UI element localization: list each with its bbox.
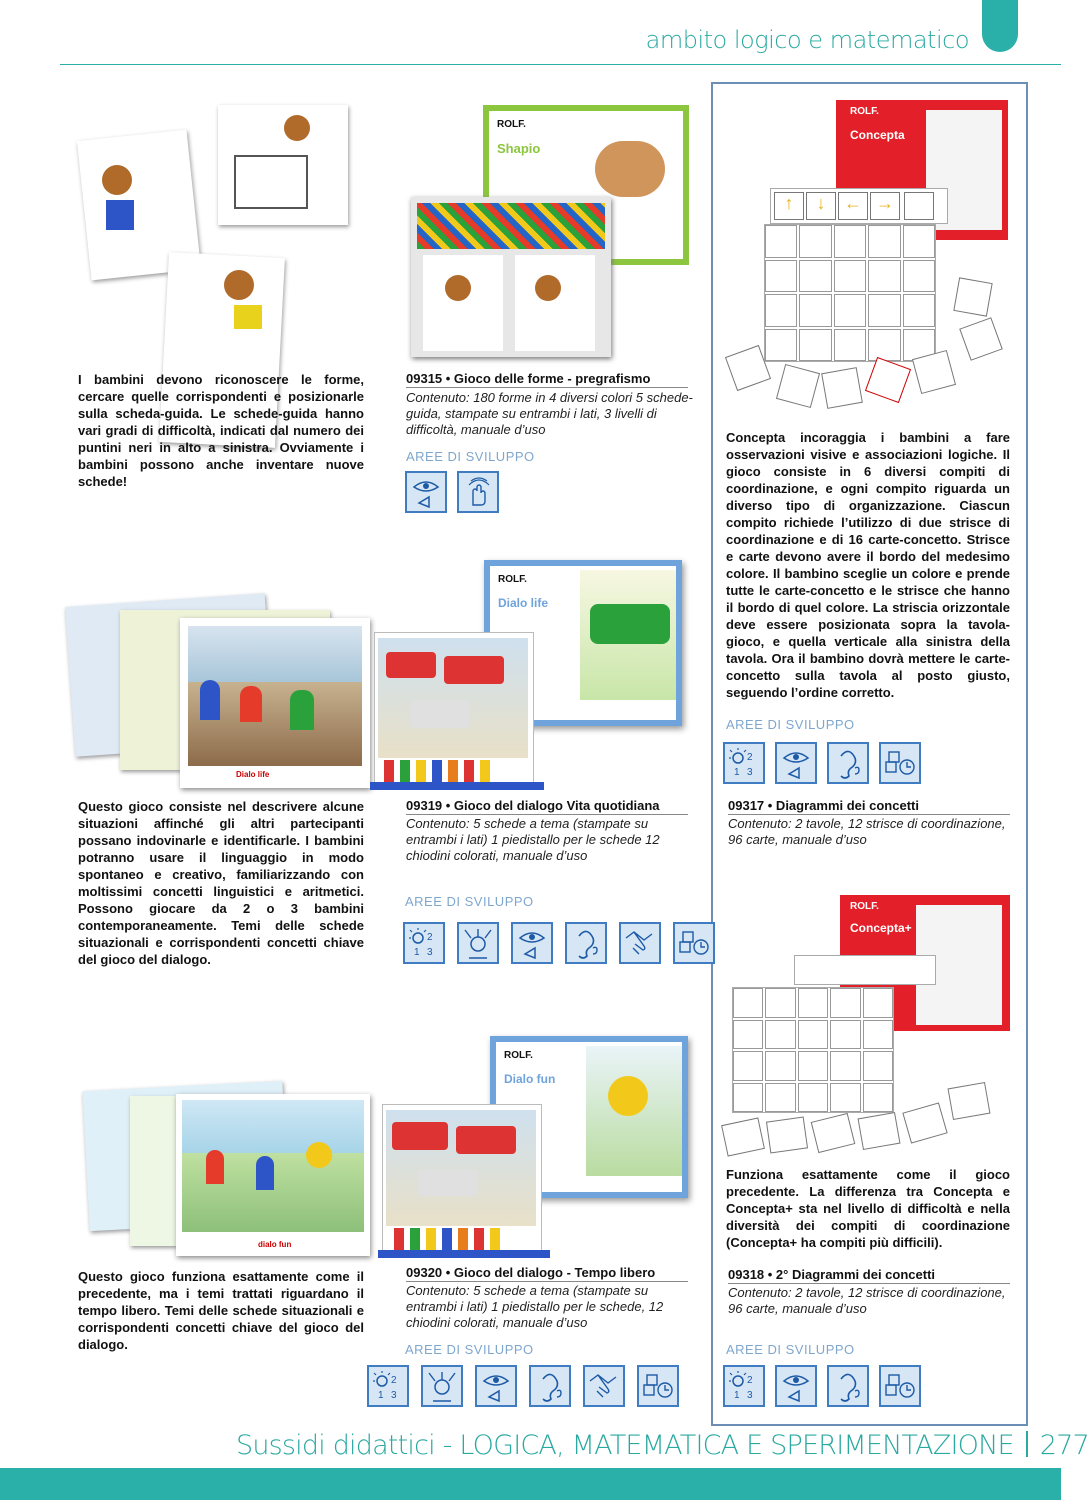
product-desc: Questo gioco consiste nel descrivere alcune situazioni affinché gli altri partecipanti possano indovinarle e identificarle. I bambini potranno usare il linguaggio in modo spontaneo e creativo, familiarizzando con moltissimi concetti linguistici e aritmetici. Possono giocare da 2 o 3 bambini contemporaneamente. Temi delle schede situazionali e corrispondenti concetti chiave del gioco del dialogo. [78,799,364,967]
footer-band [0,1468,1061,1500]
product-desc: Concepta incoraggia i bambini a fare osservazioni visive e associazioni logiche. Il gioco consiste in 6 diversi compiti di coordinazione, e ogni compito riguarda un diverso tipo di organizzazione. Ciascun compito richiede l’utilizzo di due strisce di coordinazione e di 16 carte-concetto. Strisce e carte devono avere il bordo del medesimo colore. Il bambino sceglie un colore e prende tutte le carte-concetto e le strisce che hanno il bordo di quel colore. La striscia orizzontale deve essere posizionata sopra la tavola-gioco, e quella verticale alla sinistra della tavola. Ora il bambino dovrà mettere le carte-concetto sulla tavola al posto giusto, seguendo l’ordine corretto. [726,430,1010,700]
catalog-title: Sussidi didattici - LOGICA, MATEMATICA E SPERIMENTAZIONE [236,1430,1014,1461]
dialo-fun-box-image: ROLF. Dialo fun [378,1036,690,1258]
dialo-life-cards-image: Dialo life [70,590,370,790]
dialo-life-box-image: ROLF. Dialo life [370,560,690,790]
idea-logic-icon [723,1365,765,1407]
shapio-cards-image [84,105,274,355]
product-code: 09315 • Gioco delle forme - pregrafismo [406,371,688,388]
product-code: 09320 • Gioco del dialogo - Tempo libero [406,1265,688,1282]
eye-perception-icon [775,742,817,784]
product-desc: I bambini devono riconoscere le forme, cercare quelle corrispondenti e posizionarle sulla scheda-guida. Le schede-guida hanno vari gradi di difficoltà, indicati dal numero dei puntini neri in alto a sinistra. Ovviamente i bambini possono anche inventare nuove schede! [78,372,364,489]
eye-perception-icon [405,471,447,513]
aree-label: AREE DI SVILUPPO [405,1342,534,1357]
idea-logic-icon [403,922,445,964]
development-icons [367,1365,679,1407]
handshake-social-icon [619,922,661,964]
product-content: Contenuto: 5 schede a tema (stampate su entrambi i lati) 1 piedistallo per le schede 12 chiodini colorati, manuale d’uso [406,816,660,863]
aree-label: AREE DI SVILUPPO [726,1342,855,1357]
ear-hearing-icon [529,1365,571,1407]
product-content: Contenuto: 180 forme in 4 diversi colori 5 schede-guida, stampate su entrambi i lati, 3 livelli di difficoltà, manuale d’uso [406,390,693,437]
concepta-image: ROLF. Concepta ↑ ↓ ← → [720,100,1010,410]
page-number: 277 [1039,1430,1089,1461]
development-icons [405,471,499,513]
head-thinking-icon [421,1365,463,1407]
product-code: 09319 • Gioco del dialogo Vita quotidiana [406,798,688,815]
product-desc: Funziona esattamente come il gioco precedente. La differenza tra Concepta e Concepta+ sta nel livello di difficoltà e nella diversità dei compiti di coordinazione (Concepta+ ha compiti più difficili). [726,1167,1010,1250]
aree-label: AREE DI SVILUPPO [405,894,534,909]
product-content: Contenuto: 5 schede a tema (stampate su entrambi i lati) 1 piedistallo per le schede, 12 chiodini colorati, manuale d’uso [406,1283,664,1330]
ear-hearing-icon [565,922,607,964]
dialo-fun-cards-image: dialo fun [86,1080,370,1260]
idea-logic-icon [723,742,765,784]
idea-logic-icon [367,1365,409,1407]
shapio-box-image: ROLF. Shapio [405,105,690,355]
product-code: 09317 • Diagrammi dei concetti [728,798,1010,815]
product-content: Contenuto: 2 tavole, 12 strisce di coordinazione, 96 carte, manuale d’uso [728,1285,1006,1316]
eye-perception-icon [775,1365,817,1407]
development-icons [403,922,715,964]
blocks-clock-icon [879,1365,921,1407]
hand-motor-icon [457,471,499,513]
product-desc: Questo gioco funziona esattamente come il precedente, ma i temi trattati riguardano il tempo libero. Temi delle schede situazionali e corrispondenti concetti chiave del gioco del dialogo. [78,1269,364,1352]
blocks-clock-icon [673,922,715,964]
blocks-clock-icon [879,742,921,784]
handshake-social-icon [583,1365,625,1407]
header-rule [60,64,1061,65]
ear-hearing-icon [827,1365,869,1407]
aree-label: AREE DI SVILUPPO [726,717,855,732]
head-thinking-icon [457,922,499,964]
eye-perception-icon [511,922,553,964]
ear-hearing-icon [827,742,869,784]
development-icons [723,742,921,784]
blocks-clock-icon [637,1365,679,1407]
section-tab [982,0,1018,52]
page-footer [236,1430,1089,1461]
eye-perception-icon [475,1365,517,1407]
concepta-plus-image: ROLF. Concepta+ [720,895,1012,1160]
development-icons [723,1365,921,1407]
product-code: 09318 • 2° Diagrammi dei concetti [728,1267,1010,1284]
product-content: Contenuto: 2 tavole, 12 strisce di coordinazione, 96 carte, manuale d’uso [728,816,1006,847]
footer-divider [1026,1431,1028,1457]
aree-label: AREE DI SVILUPPO [406,449,535,464]
section-title: ambito logico e matematico [645,26,969,54]
